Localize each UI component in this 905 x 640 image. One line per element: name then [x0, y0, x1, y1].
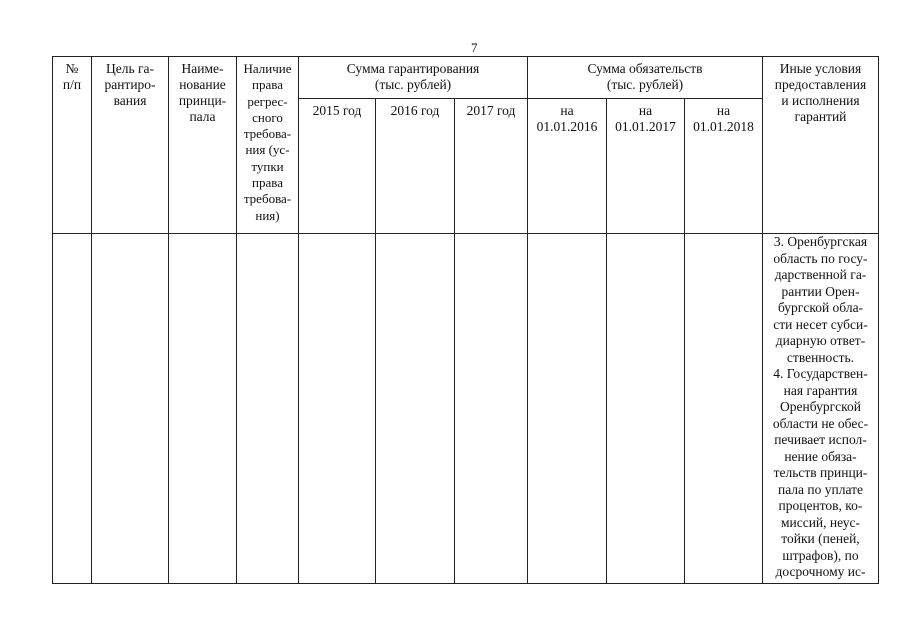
body-regress-cell	[237, 234, 299, 584]
guarantee-table	[52, 56, 879, 584]
body-num-cell	[53, 234, 92, 584]
header-date-2017-cell	[607, 99, 685, 234]
header-regress: Наличие права регрес- сного требова- ния (ус- тупки права требова- ния)	[243, 61, 292, 223]
header-num: № п/п	[62, 61, 82, 92]
body-date-2018-cell	[685, 234, 763, 584]
header-purpose-cell	[92, 57, 169, 234]
header-year-2017: 2017 год	[466, 103, 516, 118]
body-date-2016-cell	[528, 234, 607, 584]
header-other-terms: Иные условия предоставления и исполнения гарантий	[774, 61, 867, 124]
header-date-2018: на 01.01.2018	[693, 103, 754, 134]
header-date-2016-cell	[528, 99, 607, 234]
header-guarantee-sum-cell	[299, 57, 528, 99]
body-date-2017-cell	[607, 234, 685, 584]
header-date-2018-cell	[685, 99, 763, 234]
header-date-2016: на 01.01.2016	[536, 103, 598, 134]
table-row	[53, 234, 879, 584]
page-number: 7	[471, 40, 478, 55]
body-other-terms-cell	[763, 234, 879, 584]
header-year-2017-cell	[455, 99, 528, 234]
other-terms-text: 3. Оренбургская область по госу- дарственной га- рантии Орен- бургской обла- сти несет субси- диарную ответ- ственность. 4. Государствен- ная гарантия Оренбургской области не обес- печивает испол- нение обяза- тельств принци- пала по уплате процентов, ко- миссий, неус- тойки (пеней, штрафов), по досрочному ис-	[772, 234, 869, 579]
header-obligation-sum-cell	[528, 57, 763, 99]
header-year-2016-cell	[376, 99, 455, 234]
header-other-terms-cell	[763, 57, 879, 234]
header-principal-cell	[169, 57, 237, 234]
body-2016-cell	[376, 234, 455, 584]
header-num-cell	[53, 57, 92, 234]
body-2015-cell	[299, 234, 376, 584]
header-purpose: Цель га- рантиро- вания	[104, 61, 156, 108]
header-principal: Наиме- нование принци- пала	[178, 61, 227, 124]
header-obligation-sum: Сумма обязательств (тыс. рублей)	[587, 61, 703, 92]
header-regress-cell	[237, 57, 299, 234]
body-2017-cell	[455, 234, 528, 584]
header-year-2015: 2015 год	[312, 103, 362, 118]
header-year-2016: 2016 год	[390, 103, 440, 118]
header-guarantee-sum: Сумма гарантирования (тыс. рублей)	[346, 61, 480, 92]
body-principal-cell	[169, 234, 237, 584]
header-year-2015-cell	[299, 99, 376, 234]
header-date-2017: на 01.01.2017	[615, 103, 676, 134]
body-purpose-cell	[92, 234, 169, 584]
